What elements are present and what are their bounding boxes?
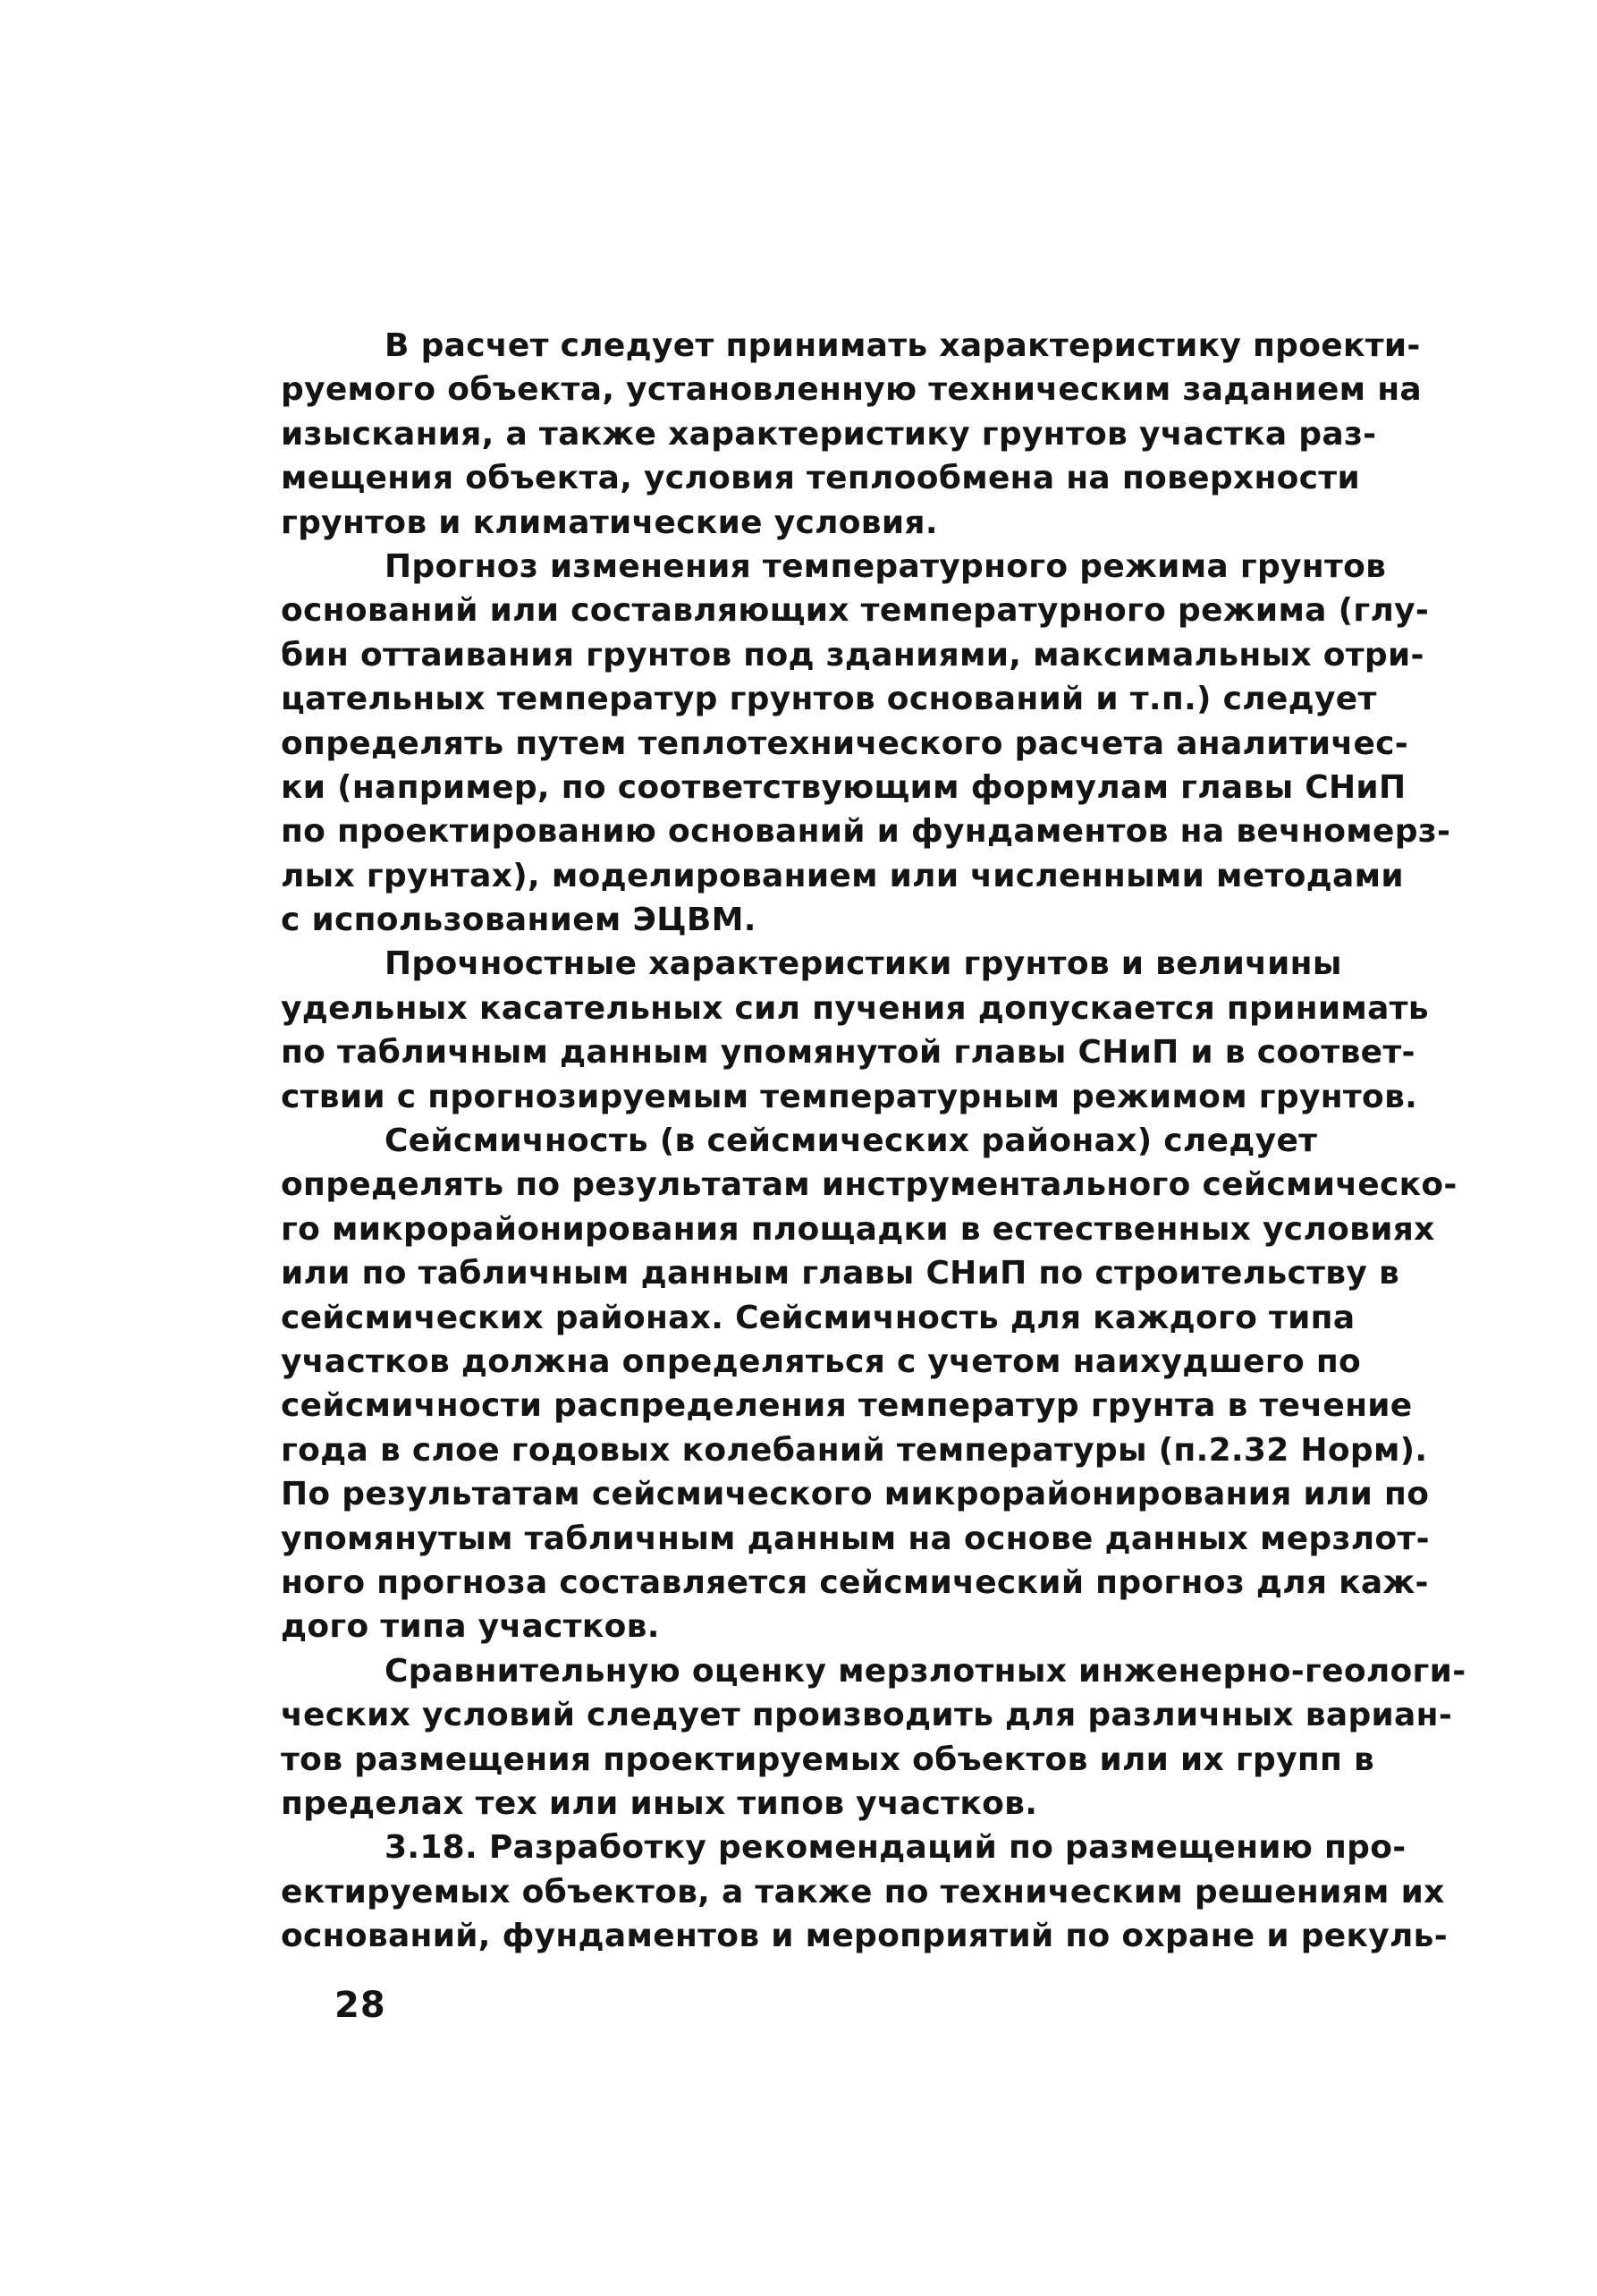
text-line: сейсмических районах. Сейсмичность для каждого типа xyxy=(281,1299,1356,1336)
text-line: Прочностные характеристики грунтов и величины xyxy=(384,945,1342,983)
text-line: определять по результатам инструментального сейсмическо- xyxy=(281,1166,1458,1204)
text-line: ческих условий следует производить для различных вариан- xyxy=(281,1697,1453,1734)
page-number: 28 xyxy=(334,1985,386,2026)
text-line: или по табличным данным главы СНиП по строительству в xyxy=(281,1255,1400,1292)
text-line: грунтов и климатические условия. xyxy=(281,504,938,541)
text-line: Сейсмичность (в сейсмических районах) следует xyxy=(384,1123,1318,1160)
text-line: ектируемых объектов, а также по техническим решениям их xyxy=(281,1873,1445,1911)
text-line: Прогноз изменения температурного режима грунтов xyxy=(384,547,1387,585)
text-line: оснований, фундаментов и мероприятий по охране и рекуль- xyxy=(281,1918,1448,1955)
text-line: по проектированию оснований и фундаментов на вечномерз- xyxy=(281,813,1451,851)
text-line: По результатам сейсмического микрорайонирования или по xyxy=(281,1476,1430,1513)
text-line: цательных температур грунтов оснований и т.п.) следует xyxy=(281,681,1377,718)
text-line: Сравнительную оценку мерзлотных инженерно-геологи- xyxy=(384,1652,1466,1690)
text-line: пределах тех или иных типов участков. xyxy=(281,1784,1038,1822)
text-line: В расчет следует принимать характеристику проекти- xyxy=(384,327,1421,364)
text-line: оснований или составляющих температурного режима (глу- xyxy=(281,592,1430,630)
text-line: сейсмичности распределения температур грунта в течение xyxy=(281,1387,1413,1425)
text-line: удельных касательных сил пучения допускается принимать xyxy=(281,989,1429,1027)
text-line: тов размещения проектируемых объектов или их групп в xyxy=(281,1741,1375,1778)
text-line: упомянутым табличным данным на основе данных мерзлот- xyxy=(281,1520,1430,1557)
text-line: участков должна определяться с учетом наихудшего по xyxy=(281,1343,1362,1380)
body-text xyxy=(281,324,1466,1958)
text-line: ного прогноза составляется сейсмический прогноз для каж- xyxy=(281,1563,1429,1601)
text-line: бин оттаивания грунтов под зданиями, максимальных отри- xyxy=(281,636,1424,674)
text-line: го микрорайонирования площадки в естественных условиях xyxy=(281,1210,1435,1248)
text-line: 3.18. Разработку рекомендаций по размещению про- xyxy=(384,1829,1407,1867)
text-line: ки (например, по соответствующим формулам главы СНиП xyxy=(281,768,1407,806)
text-line: с использованием ЭЦВМ. xyxy=(281,902,756,939)
text-line: мещения объекта, условия теплообмена на поверхности xyxy=(281,460,1360,497)
text-line: руемого объекта, установленную техническим заданием на xyxy=(281,371,1423,409)
text-line: ствии с прогнозируемым температурным режимом грунтов. xyxy=(281,1078,1418,1115)
text-line: по табличным данным упомянутой главы СНиП и в соответ- xyxy=(281,1034,1415,1072)
text-line: лых грунтах), моделированием или численными методами xyxy=(281,857,1404,894)
text-line: определять путем теплотехнического расчета аналитичес- xyxy=(281,724,1409,762)
text-line: изыскания, а также характеристику грунтов участка раз- xyxy=(281,415,1377,453)
text-line: дого типа участков. xyxy=(281,1608,660,1646)
text-line: года в слое годовых колебаний температуры (п.2.32 Норм). xyxy=(281,1431,1428,1469)
